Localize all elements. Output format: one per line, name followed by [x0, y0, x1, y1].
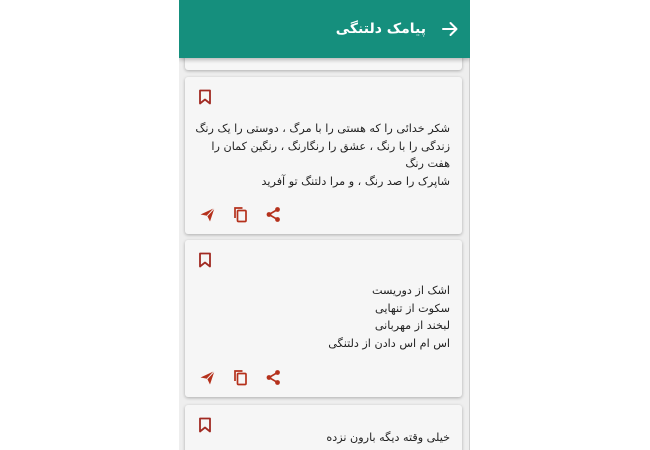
- share-icon: [265, 206, 282, 223]
- send-sms-button[interactable]: [199, 369, 216, 386]
- arrow-right-icon: [440, 19, 460, 39]
- send-icon: [199, 369, 216, 386]
- copy-icon: [232, 369, 249, 386]
- app-screen: [179, 0, 470, 450]
- copy-icon: [232, 206, 249, 223]
- share-icon: [265, 369, 282, 386]
- bookmark-outline-icon: [198, 252, 212, 268]
- app-bar: [179, 0, 470, 58]
- bookmark-outline-icon: [198, 89, 212, 105]
- copy-button[interactable]: [232, 206, 249, 223]
- message-text: [195, 120, 450, 190]
- message-text: [200, 429, 450, 447]
- message-line: لبخند از مهربانی: [374, 319, 450, 332]
- screen-edge: [469, 0, 470, 450]
- bookmark-button[interactable]: [198, 252, 212, 268]
- share-button[interactable]: [265, 369, 282, 386]
- message-line: اس ام اس دادن از دلتنگی: [328, 336, 450, 350]
- message-line: سکوت از تنهایی: [375, 301, 450, 315]
- message-card: [185, 77, 462, 234]
- share-button[interactable]: [265, 206, 282, 223]
- message-line: شکر خدائی را که هستی را با مرگ ، دوستی را یک رنگ: [195, 122, 450, 135]
- message-card: [185, 240, 462, 397]
- message-text: [200, 282, 450, 352]
- back-button[interactable]: [440, 19, 460, 39]
- message-line: خیلی وقته دیگه بارون نزده: [326, 431, 450, 444]
- send-icon: [199, 206, 216, 223]
- page-title: پیامک دلتنگی: [335, 21, 426, 37]
- copy-button[interactable]: [232, 369, 249, 386]
- message-card: [185, 405, 462, 450]
- send-sms-button[interactable]: [199, 206, 216, 223]
- message-line: اشک از دوریست: [372, 284, 450, 297]
- bookmark-button[interactable]: [198, 89, 212, 105]
- message-line: زندگی را با رنگ ، عشق را رنگارنگ ، رنگین کمان را هفت رنگ: [211, 139, 450, 170]
- message-line: شاپرک را صد رنگ ، و مرا دلتنگ تو آفرید: [261, 174, 450, 188]
